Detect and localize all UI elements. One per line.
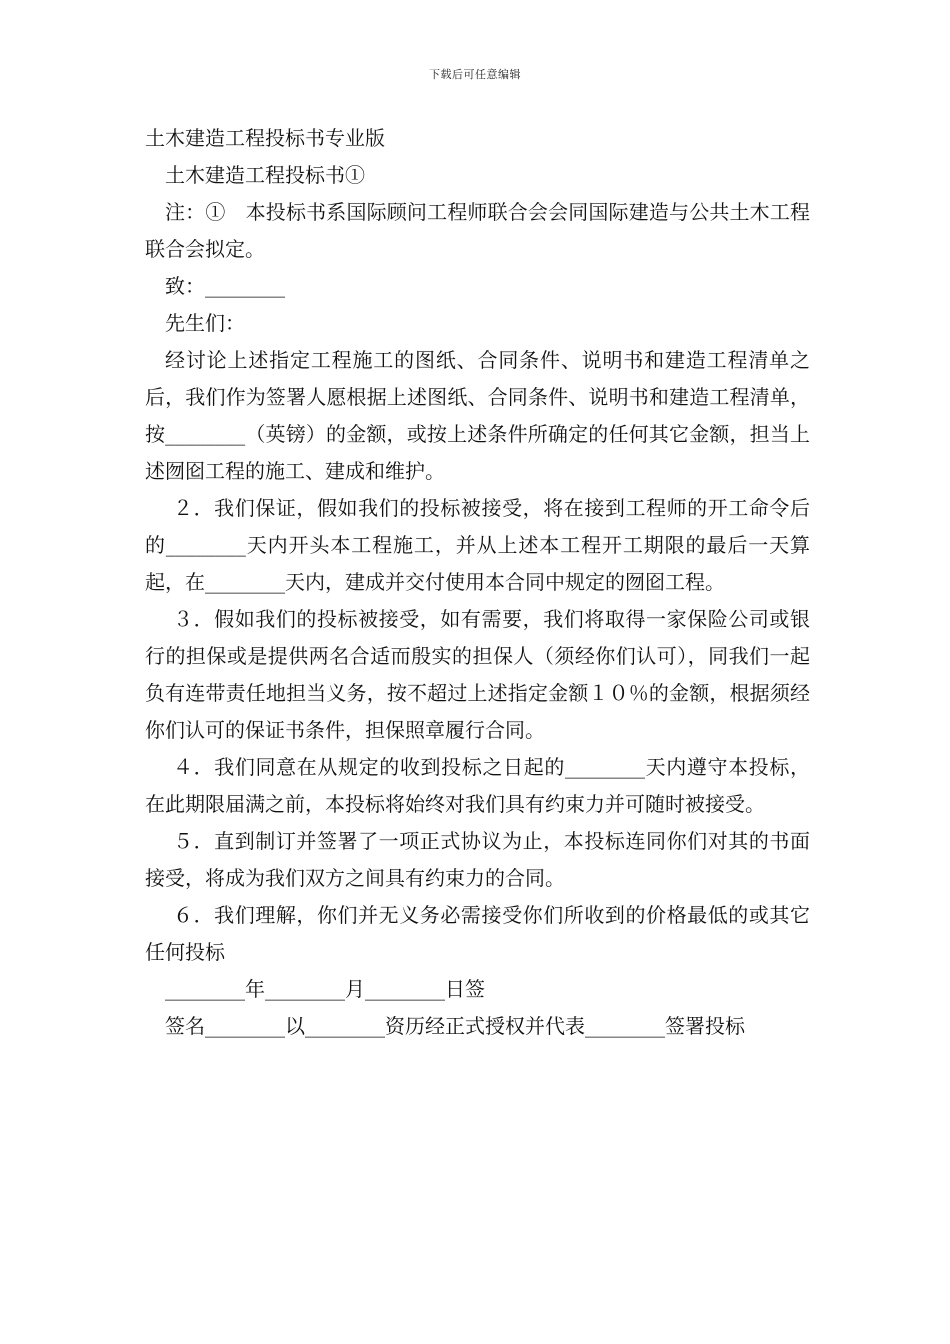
document-title: 土木建造工程投标书专业版: [145, 126, 385, 150]
document-body: [145, 120, 810, 1045]
page-header: 下载后可任意编辑: [429, 68, 521, 81]
paragraph-6: ６．我们理解，你们并无义务必需接受你们所收到的价格最低的或其它任何投标: [145, 903, 810, 964]
paragraph-4: ４．我们同意在从规定的收到投标之日起的________天内遵守本投标，在此期限届满之前，本投标将始终对我们具有约束力并可随时被接受。: [145, 755, 810, 816]
date-line: ________年________月________日签: [165, 977, 485, 1001]
salutation-line: 先生们：: [165, 311, 245, 335]
paragraph-1: 经讨论上述指定工程施工的图纸、合同条件、说明书和建造工程清单之后，我们作为签署人愿根据上述图纸、合同条件、说明书和建造工程清单，按________（英镑）的金额，或按上述条件所确定的任何其它金额，担当上述囫囵工程的施工、建成和维护。: [145, 348, 810, 483]
paragraph-3: ３．假如我们的投标被接受，如有需要，我们将取得一家保险公司或银行的担保或是提供两名合适而殷实的担保人（须经你们认可），同我们一起负有连带责任地担当义务，按不超过上述指定金额１０％的金额，根据须经你们认可的保证书条件，担保照章履行合同。: [145, 607, 810, 742]
document-subtitle: 土木建造工程投标书①: [165, 163, 365, 187]
note-paragraph: 注：① 本投标书系国际顾问工程师联合会会同国际建造与公共土木工程联合会拟定。: [145, 200, 810, 261]
signature-line: 签名________以________资历经正式授权并代表________签署投标: [165, 1014, 745, 1038]
addressee-line: 致：________: [165, 274, 285, 298]
paragraph-2: ２．我们保证，假如我们的投标被接受，将在接到工程师的开工命令后的________天内开头本工程施工，并从上述本工程开工期限的最后一天算起，在________天内，建成并交付使用本合同中规定的囫囵工程。: [145, 496, 810, 594]
paragraph-5: ５．直到制订并签署了一项正式协议为止，本投标连同你们对其的书面接受，将成为我们双方之间具有约束力的合同。: [145, 829, 810, 890]
